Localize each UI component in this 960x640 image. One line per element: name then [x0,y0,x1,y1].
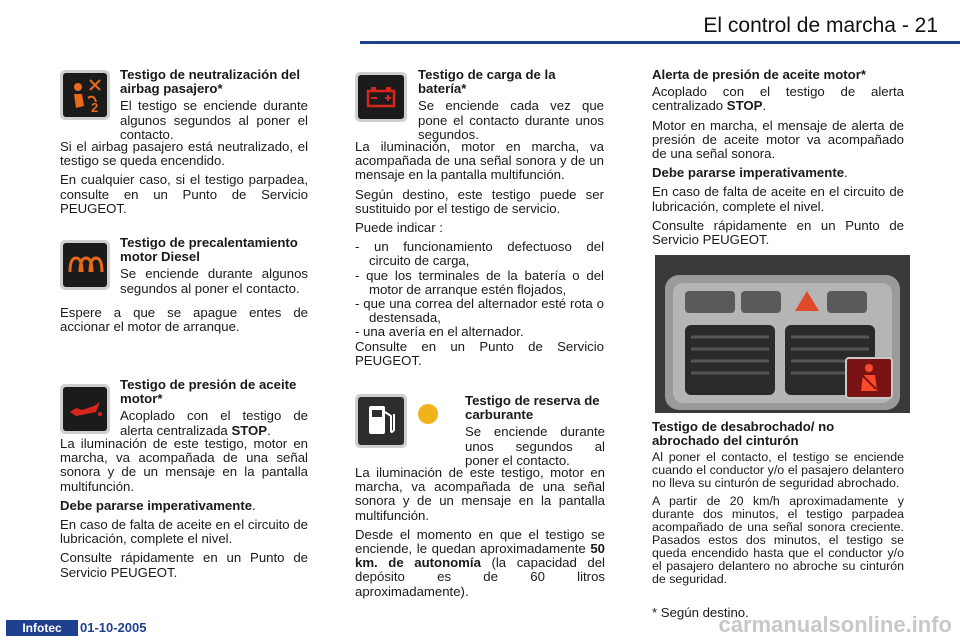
oilpressure-section-side [120,378,308,443]
oilpressure-p3: En caso de falta de aceite en el circuito de lubricación, complete el nivel. [60,517,308,547]
airbag-text: El testigo se enciende durante algunos segundos al poner el contacto. [120,98,308,142]
seatbelt-title: Testigo de desabrochado/ no abrochado del cinturón [652,419,835,449]
oilpressure-p4: Consulte rápidamente en un Punto de Servicio PEUGEOT. [60,550,308,580]
airbag-title: Testigo de neutralización del airbag pasajero* [120,67,301,97]
battery-p1: La iluminación, motor en marcha, va acompañada de una señal sonora y de un mensaje en la pantalla multifunción. [355,139,604,183]
infotec-logo: Infotec [6,620,78,636]
fuel-text: Se enciende durante unos segundos al poner el contacto. [465,424,605,468]
print-date: 01-10-2005 [80,620,147,635]
battery-p2: Según destino, este testigo puede ser sustituido por el testigo de servicio. [355,186,604,216]
preheat-p1: Espere a que se apague entes de accionar el motor de arranque. [60,305,308,335]
oilpressure-p1: La iluminación de este testigo, motor en marcha, va acompañada de una señal sonora y de un mensaje en la pantalla multifunción. [60,436,308,494]
svg-text:2: 2 [91,100,99,115]
oilalert-p5: Consulte rápidamente en un Punto de Servicio PEUGEOT. [652,217,904,248]
fuel-section-body [355,466,605,604]
oilalert-p3: Debe pararse imperativamente. [652,165,848,181]
airbag-section-body [60,140,308,221]
oil-pressure-icon [60,384,110,434]
preheat-section-body [60,306,308,339]
preheat-title: Testigo de precalentamiento motor Diesel [120,235,298,265]
fuel-title: Testigo de reserva de carburante [465,393,600,423]
battery-p4: Consulte en un Punto de Servicio PEUGEOT. [355,338,604,368]
dashboard-photo [655,255,910,413]
oilalert-section [652,68,904,252]
preheat-text: Se enciende durante algunos segundos al poner el contacto. [120,266,308,296]
list-item: - un funcionamiento defectuoso del circuito de carga, [355,239,604,269]
airbag-section-side [120,68,308,147]
preheat-section-side [120,236,308,301]
seatbelt-icon [845,357,893,399]
list-item: - una avería en el alternador. [355,324,524,340]
battery-section-side [418,68,604,147]
fuel-p1: La iluminación de este testigo, motor en marcha, va acompañada de una señal sonora y de un mensaje en la pantalla multifunción. [355,465,605,523]
fuel-section-side [465,394,605,473]
oilpressure-text: Acoplado con el testigo de alerta centralizada STOP. [120,408,308,438]
list-item: - que una correa del alternador esté rota o destensada, [355,296,604,326]
page-header [360,10,960,44]
airbag-off-icon [60,70,110,120]
battery-p3: Puede indicar : [355,220,443,236]
battery-icon [355,72,407,122]
airbag-p2: En cualquier caso, si el testigo parpadea, consulte en un Punto de Servicio PEUGEOT. [60,172,308,216]
oilalert-title: Alerta de presión de aceite motor* [652,67,866,82]
fuel-p2: Desde el momento en que el testigo se enciende, le quedan aproximadamente 50 km. de autonomía (la capacidad del depósito es de 60 litros aproximadamente). [355,526,605,599]
airbag-p1: Si el airbag pasajero está neutralizado, el testigo se queda encendido. [60,139,308,169]
seatbelt-section [652,420,904,591]
oilalert-p2: Motor en marcha, el mensaje de alerta de presión de aceite motor va acompañado de una señal sonora. [652,117,904,162]
oilalert-p4: En caso de falta de aceite en el circuito de lubricación, complete el nivel. [652,184,904,214]
oilpressure-section-body [60,437,308,585]
oilpressure-title: Testigo de presión de aceite motor* [120,377,297,407]
watermark: carmanualsonline.info [718,612,952,637]
battery-text: Se enciende cada vez que pone el contacto durante unos segundos. [418,98,604,142]
battery-title: Testigo de carga de la batería* [418,67,556,97]
oilalert-p1: Acoplado con el testigo de alerta centralizado STOP. [652,84,904,114]
fuel-amber-dot-icon [418,404,438,424]
footnote-text: * Según destino. [652,605,749,620]
seatbelt-p1: Al poner el contacto, el testigo se enciende cuando el conductor y/o el pasajero delantero no lleva su cinturón de seguridad abrochado. [652,450,904,491]
page-title: El control de marcha - 21 [703,14,938,37]
list-item: - que los terminales de la batería o del motor de arranque estén flojados, [355,267,604,297]
seatbelt-p2: A partir de 20 km/h aproximadamente y durante dos minutos, el testigo parpadea acompañado de una señal sonora creciente. Pasados estos dos minutos, el testigo se queda encendido hasta que el conductor y/o el pasajero delantero no abroche su cinturón de seguridad. [652,494,904,587]
fuel-pump-icon [355,394,407,448]
battery-section-body [355,140,604,373]
preheat-coil-icon [60,240,110,290]
oilpressure-p2: Debe pararse imperativamente. [60,497,256,513]
header-rule [360,41,960,44]
